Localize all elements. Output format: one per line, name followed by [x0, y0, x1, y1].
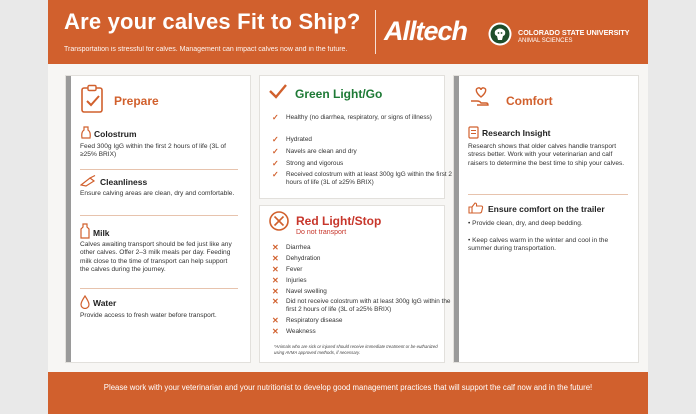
comfort-title: Comfort: [506, 94, 553, 108]
comfort-panel: [454, 76, 638, 362]
colostrum-heading: Colostrum: [94, 129, 137, 139]
check-icon: ✓: [272, 170, 279, 180]
divider: [468, 194, 628, 195]
red-light-item-text: Navel swelling: [286, 288, 327, 295]
cleanliness-text: Ensure calving areas are clean, dry and comfortable.: [80, 190, 235, 197]
prepare-panel: [66, 76, 250, 362]
red-light-item-text: Diarrhea: [286, 244, 311, 251]
trailer-bullet: • Keep calves warm in the winter and cool in the summer during transportation.: [468, 237, 609, 253]
footer-message: Please work with your veterinarian and your nutritionist to develop good management practices that will support the calf now and in the future!: [103, 383, 593, 392]
header-banner: [48, 0, 648, 64]
panel-accent-bar: [66, 76, 71, 362]
cleanliness-heading: Cleanliness: [100, 177, 148, 187]
checkmark-icon: [268, 82, 288, 100]
green-light-list: [272, 113, 452, 198]
green-light-item-text: Navels are clean and dry: [286, 147, 357, 155]
infographic-sheet: [48, 0, 648, 414]
red-light-subtitle: Do not transport: [296, 229, 347, 236]
water-drop-icon: [80, 295, 90, 309]
red-light-item-text: Respiratory disease: [286, 317, 343, 324]
milk-bottle-icon: [80, 223, 90, 239]
panel-accent-bar: [454, 76, 459, 362]
alltech-logo: Alltech: [384, 16, 468, 46]
footer-banner: [48, 372, 648, 414]
colostrum-text: Feed 300g IgG within the first 2 hours of life (3L of ≥25% BRIX): [80, 143, 226, 159]
page-title: Are your calves Fit to Ship?: [64, 9, 361, 34]
divider: [80, 288, 238, 289]
clipboard-check-icon: [80, 84, 106, 114]
prepare-title: Prepare: [114, 94, 159, 108]
stop-circle-icon: [268, 210, 290, 232]
check-icon: ✓: [272, 113, 279, 122]
red-light-item-text: Injuries: [286, 277, 307, 284]
department-name: ANIMAL SCIENCES: [518, 38, 573, 44]
check-icon: ✓: [272, 158, 279, 168]
x-mark-icon: ✕: [272, 287, 279, 296]
broom-icon: [80, 175, 96, 187]
milk-text: Calves awaiting transport should be fed just like any other calves. Offer 2–3 milk meals per day. Feeding milk close to the time of transport can help support the calves during the journey.: [80, 241, 232, 274]
x-mark-icon: ✕: [272, 327, 279, 336]
divider: [80, 169, 238, 170]
x-mark-icon: ✕: [272, 297, 279, 306]
red-light-item-text: Dehydration: [286, 255, 321, 262]
x-mark-icon: ✕: [272, 276, 279, 285]
heart-hand-icon: [468, 84, 494, 110]
green-light-panel: [260, 76, 452, 198]
water-heading: Water: [93, 298, 117, 308]
research-text: Research shows that older calves handle transport stress better. Work with your veterinarian and calf raisers to determine the best time to ship your calves.: [468, 143, 625, 167]
red-light-item-text: Fever: [286, 266, 303, 273]
red-light-title: Red Light/Stop: [296, 214, 382, 228]
green-light-item-text: Received colostrum with at least 300g IgG within the first 2 hours of life (3L of ≥25% BRIX): [286, 171, 452, 186]
university-name: COLORADO STATE UNIVERSITY: [518, 28, 630, 37]
document-icon: [468, 126, 479, 139]
page-subtitle: Transportation is stressful for calves. Management can impact calves now and in the future.: [64, 46, 348, 53]
thumbs-up-icon: [468, 202, 484, 214]
header-divider: [375, 10, 376, 54]
csu-ram-logo-icon: [488, 22, 512, 46]
red-light-list: [272, 243, 451, 342]
x-mark-icon: ✕: [272, 254, 279, 263]
green-light-item-text: Strong and vigorous: [286, 159, 344, 167]
green-light-title: Green Light/Go: [295, 87, 383, 101]
check-icon: ✓: [272, 135, 279, 145]
x-mark-icon: ✕: [272, 316, 279, 325]
colostrum-bottle-icon: [80, 126, 92, 140]
research-heading: Research Insight: [482, 128, 551, 138]
x-mark-icon: ✕: [272, 265, 279, 274]
green-light-item-text: Hydrated: [286, 136, 312, 144]
check-icon: ✓: [272, 146, 279, 156]
red-light-item-text: Did not receive colostrum with at least 300g IgG within the first 2 hours of life (3L of ≥25% BRIX): [286, 298, 451, 313]
divider: [80, 215, 238, 216]
trailer-bullet: • Provide clean, dry, and deep bedding.: [468, 220, 583, 227]
trailer-heading: Ensure comfort on the trailer: [488, 204, 605, 214]
milk-heading: Milk: [93, 228, 110, 238]
red-light-item-text: Weakness: [286, 328, 316, 335]
green-light-item-text: Healthy (no diarrhea, respiratory, or signs of illness): [286, 114, 432, 121]
water-text: Provide access to fresh water before transport.: [80, 312, 217, 319]
x-mark-icon: ✕: [272, 243, 279, 252]
red-light-footnote: *Animals who are sick or injured should receive immediate treatment or be euthanized using AVMA approved methods, if necessary.: [274, 344, 438, 355]
